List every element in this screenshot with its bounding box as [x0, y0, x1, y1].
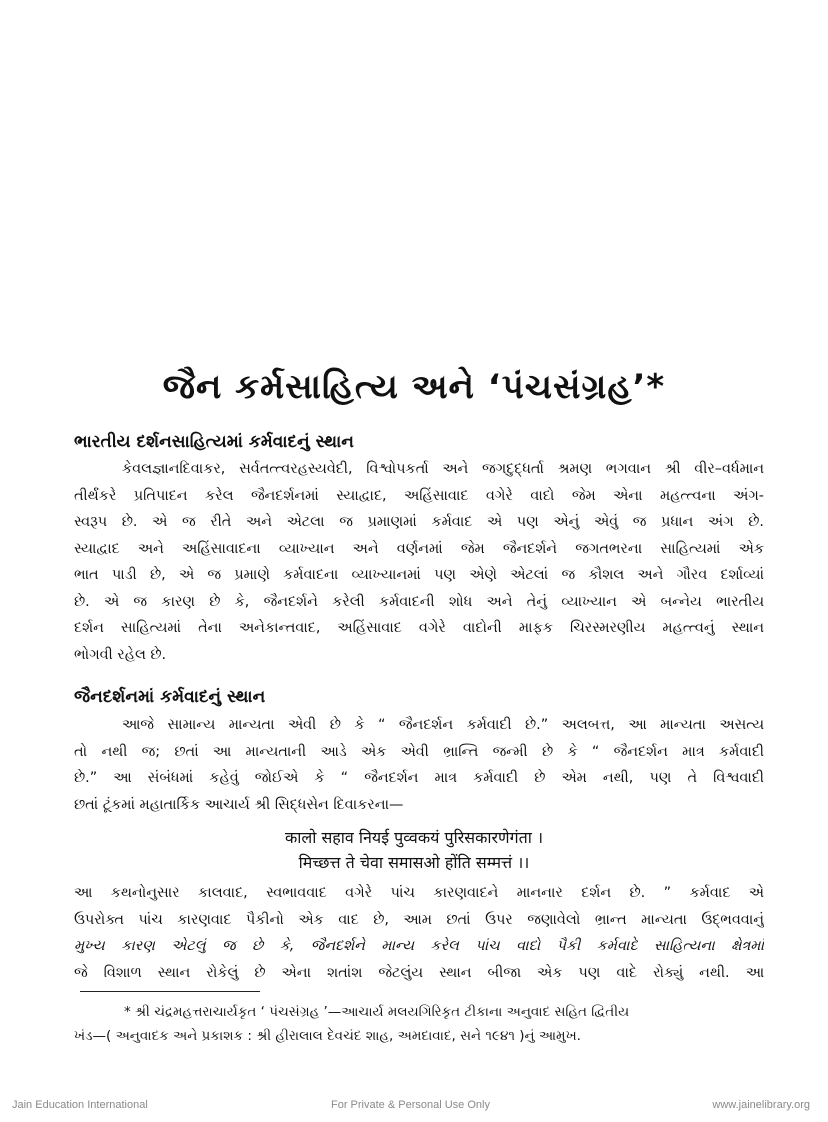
- paragraph-continuation: [74, 880, 764, 986]
- text-line: સ્વરૂપ છે. એ જ રીતે અને એટલા જ પ્રમાણમાં કર્મવાદ એ પણ એનું એવું જ પ્રધાન અંગ છે.: [74, 514, 764, 530]
- text-line: કેવલજ્ઞાનદિવાકર, સર્વતત્ત્વરહસ્યવેદી, વિશ્વોપકર્તા અને જગદુદ્ધર્તા શ્રમણ ભગવાન શ્રી વીર–વર્ધમાન: [122, 461, 764, 477]
- prakrit-verse: [0, 825, 828, 875]
- text-line: ભાત પાડી છે, એ જ પ્રમાણે કર્મવાદના વ્યાખ્યાનમાં પણ એણે એટલાં જ કૌશલ અને ગૌરવ દર્શાવ્યાં: [74, 567, 764, 583]
- text-line: છે. એ જ કારણ છે કે, જૈનદર્શને કરેલી કર્મવાદની શોધ અને તેનું વ્યાખ્યાન એ બન્નેય ભારતીય: [74, 593, 764, 610]
- paragraph-indian-philosophy: [74, 456, 764, 668]
- text-line: છે.” આ સંબંધમાં કહેવું જોઈએ કે “ જૈનદર્શન માત્ર કર્મવાદી છે એમ નથી, પણ તે વિશ્વવાદી: [74, 770, 764, 786]
- text-line: ઉપરોક્ત પાંચ કારણવાદ પૈકીનો એક વાદ છે, આમ છતાં ઉપર જણાવેલો ભ્રાન્ત માન્યતા ઉદ્‌ભવવાનું: [74, 911, 764, 928]
- footer-usage-note: For Private & Personal Use Only: [331, 1099, 490, 1111]
- section-heading-jain-darshan: જૈનદર્શનમાં કર્મવાદનું સ્થાન: [74, 687, 266, 707]
- page-title: જૈન કર્મસાહિત્ય અને ‘પંચસંગ્રહ’*: [162, 367, 666, 407]
- footnote-line: ખંડ—( અનુવાદક અને પ્રકાશક : શ્રી હીરાલાલ દેવચંદ શાહ, અમદાવાદ, સને ૧૯૪૧ )નું આમુખ.: [74, 1028, 581, 1044]
- text-line: છતાં ટૂંકમાં મહાતાર્કિક આચાર્ય શ્રી સિદ્ધસેન દિવાકરના—: [74, 796, 404, 813]
- page-footer: [0, 1097, 828, 1117]
- text-line: ભોગવી રહેલ છે.: [74, 646, 167, 663]
- footnote-divider: [80, 991, 260, 992]
- text-line: દર્શન સાહિત્યમાં તેના અનેકાન્તવાદ, અહિંસાવાદ વગેરે વાદોની માફક ચિરસ્મરણીય મહત્ત્વનું સ્થાન: [74, 620, 764, 636]
- text-line: સ્યાદ્વાદ અને અહિંસાવાદના વ્યાખ્યાન અને વર્ણનમાં જેમ જૈનદર્શને જગતભરના સાહિત્યમાં એક: [74, 540, 764, 557]
- footnote-line: * શ્રી ચંદ્રમહત્તરાચાર્યકૃત ‘ પંચસંગ્રહ ’—આચાર્ય મલયગિરિકૃત ટીકાના અનુવાદ સહિત દ્વિતીય: [124, 1004, 630, 1020]
- footnote: [74, 1000, 764, 1048]
- text-line: આજે સામાન્ય માન્યતા એવી છે કે “ જૈનદર્શન કર્મવાદી છે.” અલબત્ત, આ માન્યતા અસત્ય: [122, 717, 764, 733]
- text-line: તો નથી જ; છતાં આ માન્યતાની આડે એક એવી ભ્રાન્તિ જન્મી છે કે “ જૈનદર્શન માત્ર કર્મવાદી: [74, 743, 764, 760]
- verse-line: कालो सहाव नियई पुव्वकयं पुरिसकारणेगंता ।: [284, 828, 544, 847]
- text-line: આ કથનોનુસાર કાલવાદ, સ્વભાવવાદ વગેરે પાંચ કારણવાદને માનનાર દર્શન છે. ” કર્મવાદ એ: [74, 885, 764, 901]
- text-line: તીર્થંકરે પ્રતિપાદન કરેલ જૈનદર્શનમાં સ્યાદ્વાદ, અહિંસાવાદ વગેરે વાદો જેમ એના મહત્ત્વના અંગ-: [74, 487, 764, 504]
- verse-line: मिच्छत्त ते चेवा समासओ होंति सम्मत्तं ।।: [298, 853, 530, 872]
- text-line: જે વિશાળ સ્થાન રોકેલું છે એના શતાંશ જેટલુંય સ્થાન બીજા એક પણ વાદે રોક્યું નથી. આ: [74, 964, 764, 981]
- text-line: મુખ્ય કારણ એટલું જ છે કે, જૈનદર્શને માન્ય કરેલ પાંચ વાદો પૈકી કર્મવાદે સાહિત્યના ક્ષેત્રમાં: [74, 938, 764, 954]
- section-heading-indian-philosophy: ભારતીય દર્શનસાહિત્યમાં કર્મવાદનું સ્થાન: [74, 432, 354, 452]
- footer-publisher: Jain Education International: [12, 1099, 148, 1111]
- footer-website-link[interactable]: www.jainelibrary.org: [712, 1099, 810, 1111]
- paragraph-jain-darshan: [74, 712, 764, 818]
